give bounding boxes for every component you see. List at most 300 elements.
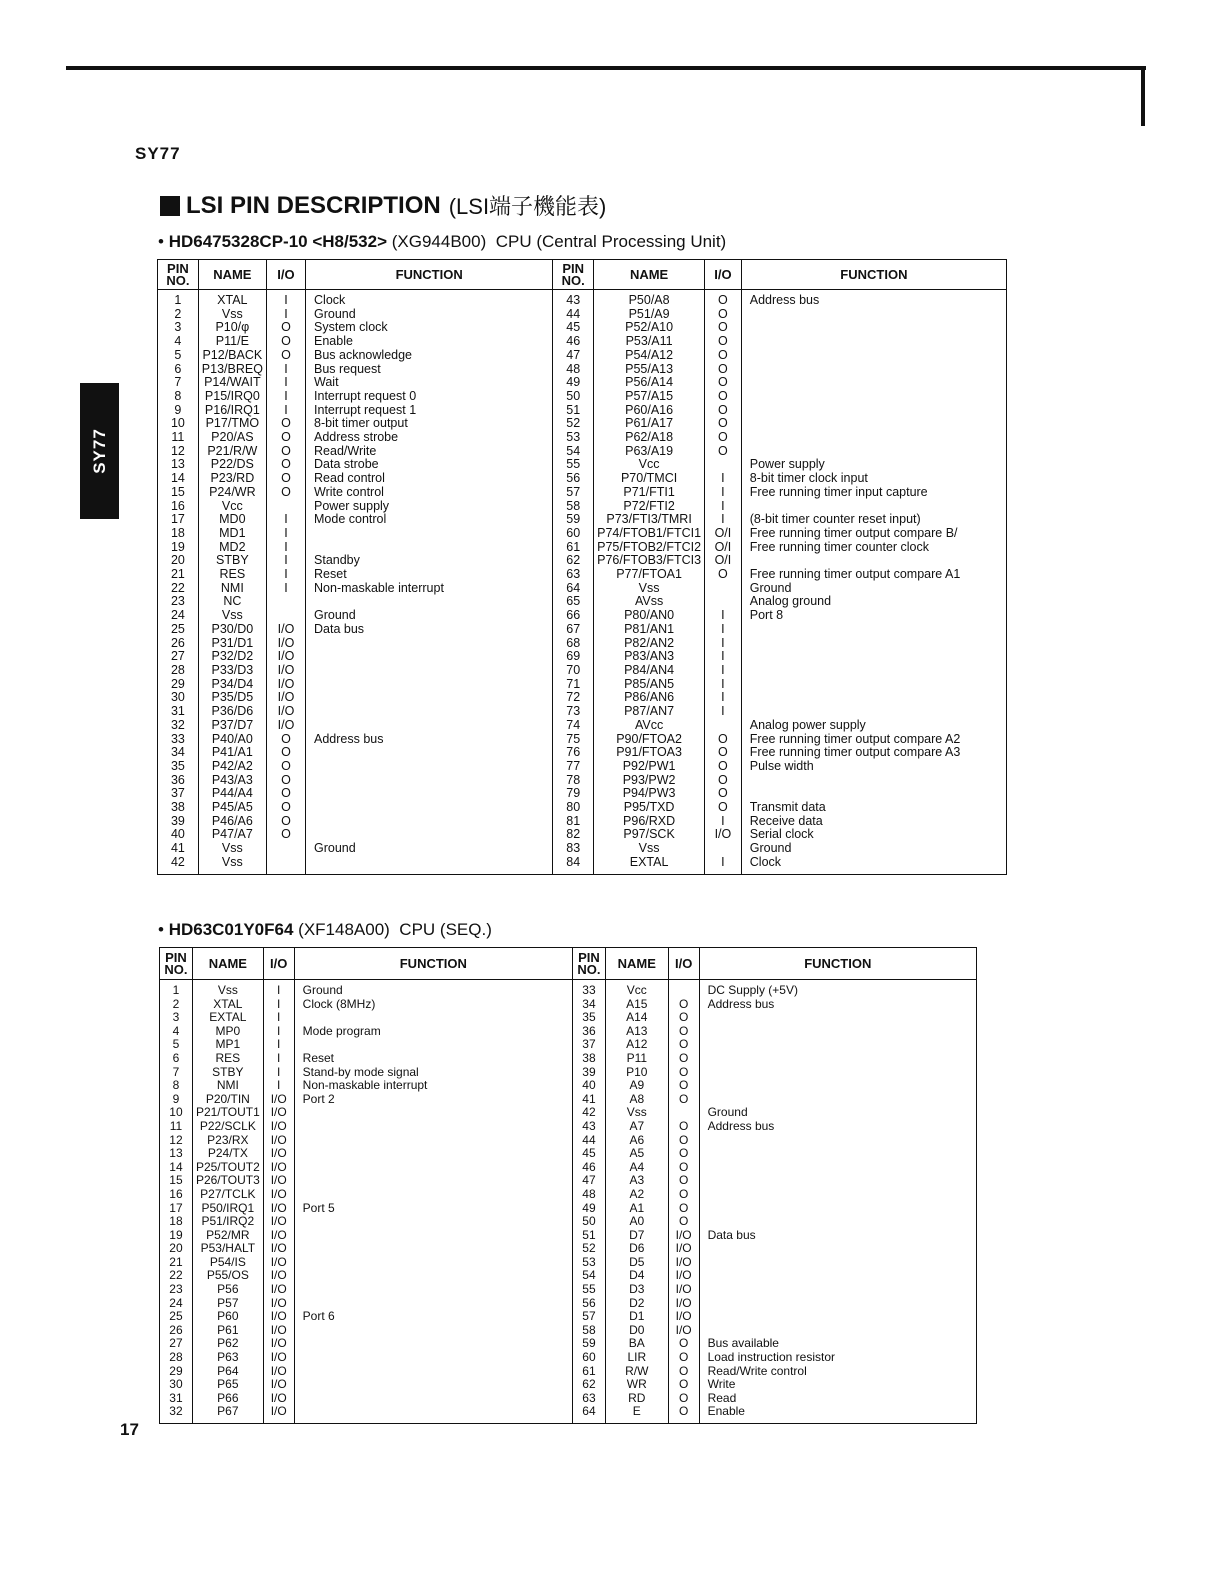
pin-io: O [668, 1120, 699, 1134]
pin-io: I/O [266, 719, 305, 733]
pin-no: 15 [158, 486, 199, 500]
pin-name: D5 [605, 1256, 668, 1270]
col-pin-no: PIN NO. [158, 260, 199, 290]
pin-no: 64 [553, 582, 594, 596]
pin-no: 37 [158, 787, 199, 801]
pin-no: 69 [553, 650, 594, 664]
pin-function [699, 1242, 976, 1256]
pin-no: 30 [158, 691, 199, 705]
table-row [158, 705, 1007, 719]
pin-io: O [705, 349, 742, 363]
table-row [158, 527, 1007, 541]
pin-name: P16/IRQ1 [198, 404, 266, 418]
pin-no: 72 [553, 691, 594, 705]
table-row [158, 842, 1007, 856]
pin-function: Non-maskable interrupt [294, 1079, 572, 1093]
pin-name: A6 [605, 1134, 668, 1148]
pin-no: 10 [158, 417, 199, 431]
pin-no: 31 [158, 705, 199, 719]
pin-no: 4 [160, 1025, 193, 1039]
pin-name: P11/E [198, 335, 266, 349]
pin-no: 35 [158, 760, 199, 774]
pin-name: P53/HALT [192, 1242, 263, 1256]
col-pin-no: PIN NO. [572, 948, 605, 980]
pin-io: O [705, 376, 742, 390]
pin-no: 43 [572, 1120, 605, 1134]
pin-no: 2 [158, 308, 199, 322]
pin-function [741, 417, 1006, 431]
pin-function: Free running timer input capture [741, 486, 1006, 500]
pin-function [306, 760, 553, 774]
pin-function: (8-bit timer counter reset input) [741, 513, 1006, 527]
pin-function: Reset [294, 1052, 572, 1066]
pin-io: I [705, 609, 742, 623]
pin-no: 7 [158, 376, 199, 390]
pin-name: D7 [605, 1229, 668, 1243]
pin-no: 14 [158, 472, 199, 486]
pin-no: 41 [572, 1093, 605, 1107]
pin-name: P52/A10 [594, 321, 705, 335]
pin-no: 19 [158, 541, 199, 555]
pin-no: 33 [158, 733, 199, 747]
pin-io: O [705, 733, 742, 747]
pin-io [266, 595, 305, 609]
table-row [158, 390, 1007, 404]
pin-function [294, 1392, 572, 1406]
pin-name: P21/TOUT1 [192, 1106, 263, 1120]
pin-function [741, 363, 1006, 377]
pin-io: I/O [263, 1202, 294, 1216]
pin-function [294, 1242, 572, 1256]
pin-no: 22 [160, 1269, 193, 1283]
pin-name: P90/FTOA2 [594, 733, 705, 747]
pin-name: P43/A3 [198, 774, 266, 788]
pin-name: P85/AN5 [594, 678, 705, 692]
pin-no: 16 [160, 1188, 193, 1202]
pin-function [699, 1324, 976, 1338]
pin-function [294, 1297, 572, 1311]
pin-function: Data bus [306, 623, 553, 637]
pin-name: P75/FTOB2/FTCI2 [594, 541, 705, 555]
pin-name: P22/SCLK [192, 1120, 263, 1134]
pin-no: 40 [158, 828, 199, 842]
pin-no: 67 [553, 623, 594, 637]
col-io: I/O [266, 260, 305, 290]
pin-no: 39 [158, 815, 199, 829]
table-row [158, 828, 1007, 842]
pin-name: P82/AN2 [594, 637, 705, 651]
pin-io: O [668, 998, 699, 1012]
pin-name: P11 [605, 1052, 668, 1066]
pin-name: XTAL [198, 290, 266, 308]
pin-function: Free running timer output compare A1 [741, 568, 1006, 582]
pin-no: 24 [160, 1297, 193, 1311]
pin-io: O [705, 404, 742, 418]
pin-io: O [705, 431, 742, 445]
pin-function [741, 637, 1006, 651]
pin-io [266, 500, 305, 514]
pin-io: I [705, 705, 742, 719]
pin-name: Vss [198, 842, 266, 856]
pin-no: 24 [158, 609, 199, 623]
pin-io: O [266, 774, 305, 788]
pin-no: 34 [158, 746, 199, 760]
pin-function [306, 815, 553, 829]
pin-io: I/O [668, 1229, 699, 1243]
table-row [158, 733, 1007, 747]
pin-name: P87/AN7 [594, 705, 705, 719]
pin-function: Analog power supply [741, 719, 1006, 733]
pin-io: I/O [263, 1120, 294, 1134]
pin-name: P95/TXD [594, 801, 705, 815]
pin-io: I/O [266, 664, 305, 678]
pin-no: 54 [553, 445, 594, 459]
pin-name: P42/A2 [198, 760, 266, 774]
pin-io: I/O [668, 1283, 699, 1297]
pin-io: O [266, 472, 305, 486]
pin-io: I [266, 404, 305, 418]
pin-name: A0 [605, 1215, 668, 1229]
table1-caption: • HD6475328CP-10 <H8/532> (XG944B00) CPU (Central Processing Unit) [158, 232, 727, 251]
pin-io: O [705, 308, 742, 322]
table-row [158, 486, 1007, 500]
pin-io: I [263, 1066, 294, 1080]
pin-no: 32 [160, 1405, 193, 1423]
pin-name: P10/φ [198, 321, 266, 335]
pin-function: Ground [741, 582, 1006, 596]
pin-no: 23 [160, 1283, 193, 1297]
pin-io: I/O [263, 1405, 294, 1423]
pin-function [741, 650, 1006, 664]
pin-io: O [668, 1079, 699, 1093]
pin-name: P93/PW2 [594, 774, 705, 788]
table2-desc: CPU (SEQ.) [399, 920, 492, 939]
table-row [158, 774, 1007, 788]
pin-io: O [266, 445, 305, 459]
pin-name: STBY [192, 1066, 263, 1080]
pin-io: I/O [263, 1093, 294, 1107]
pin-no: 21 [158, 568, 199, 582]
table-row [160, 1161, 977, 1175]
pin-io: I [705, 691, 742, 705]
pin-io: O [266, 321, 305, 335]
pin-function [741, 787, 1006, 801]
table-row [160, 1242, 977, 1256]
col-name: NAME [192, 948, 263, 980]
model-label: SY77 [135, 144, 181, 163]
col-function: FUNCTION [294, 948, 572, 980]
pin-name: P51/IRQ2 [192, 1215, 263, 1229]
pin-io: I/O [668, 1256, 699, 1270]
pin-function [699, 1297, 976, 1311]
pin-no: 60 [572, 1351, 605, 1365]
pin-function [741, 664, 1006, 678]
pin-name: EXTAL [192, 1011, 263, 1025]
pin-name: MP0 [192, 1025, 263, 1039]
pin-io: O [668, 1147, 699, 1161]
pin-name: P92/PW1 [594, 760, 705, 774]
pin-no: 12 [160, 1134, 193, 1148]
pin-io: I [266, 290, 305, 308]
pin-function [741, 445, 1006, 459]
section-title-main: LSI PIN DESCRIPTION [186, 191, 441, 219]
pin-no: 18 [160, 1215, 193, 1229]
pin-no: 34 [572, 998, 605, 1012]
table-row [158, 719, 1007, 733]
pin-io: I [266, 554, 305, 568]
pin-function: Port 5 [294, 1202, 572, 1216]
pin-name: D2 [605, 1297, 668, 1311]
pin-io: I/O [263, 1215, 294, 1229]
pin-function [294, 1283, 572, 1297]
pin-io: O [266, 486, 305, 500]
pin-name: P24/WR [198, 486, 266, 500]
pin-function: Address bus [699, 1120, 976, 1134]
pin-function: Free running timer counter clock [741, 541, 1006, 555]
pin-no: 2 [160, 998, 193, 1012]
pin-no: 9 [160, 1093, 193, 1107]
pin-function [294, 1229, 572, 1243]
pin-io: I/O [266, 623, 305, 637]
pin-function [699, 1093, 976, 1107]
table2-caption: • HD63C01Y0F64 (XF148A00) CPU (SEQ.) [158, 920, 492, 939]
pin-name: P32/D2 [198, 650, 266, 664]
pin-function: DC Supply (+5V) [699, 980, 976, 998]
pin-io: O [266, 733, 305, 747]
pin-no: 37 [572, 1038, 605, 1052]
pin-io: I [705, 623, 742, 637]
pin-io: O [705, 417, 742, 431]
col-function: FUNCTION [699, 948, 976, 980]
pin-no: 58 [553, 500, 594, 514]
pin-name: Vss [198, 856, 266, 874]
pin-no: 47 [553, 349, 594, 363]
pin-name: P21/R/W [198, 445, 266, 459]
pin-io: I/O [263, 1392, 294, 1406]
pin-io: O [668, 1351, 699, 1365]
pin-function: Enable [699, 1405, 976, 1423]
pin-name: P50/A8 [594, 290, 705, 308]
pin-io [266, 842, 305, 856]
pin-no: 61 [553, 541, 594, 555]
pin-function [699, 1174, 976, 1188]
pin-name: D4 [605, 1269, 668, 1283]
table-row [160, 1052, 977, 1066]
pin-no: 50 [553, 390, 594, 404]
pin-no: 50 [572, 1215, 605, 1229]
pin-io: O [668, 1134, 699, 1148]
pin-name: A4 [605, 1161, 668, 1175]
pin-name: P55/OS [192, 1269, 263, 1283]
col-function: FUNCTION [306, 260, 553, 290]
pin-no: 28 [158, 664, 199, 678]
table-row [158, 609, 1007, 623]
section-title-jp: (LSI端子機能表) [448, 194, 607, 219]
pin-io: I [266, 541, 305, 555]
pin-no: 20 [158, 554, 199, 568]
pin-name: RD [605, 1392, 668, 1406]
pin-name: A9 [605, 1079, 668, 1093]
table-row [158, 363, 1007, 377]
pin-no: 51 [572, 1229, 605, 1243]
col-function: FUNCTION [741, 260, 1006, 290]
pin-no: 6 [158, 363, 199, 377]
pin-io [668, 1106, 699, 1120]
pin-io: I [266, 390, 305, 404]
pin-function [741, 691, 1006, 705]
pin-name: P81/AN1 [594, 623, 705, 637]
table-row [158, 349, 1007, 363]
pin-function [294, 1337, 572, 1351]
pin-function [294, 1174, 572, 1188]
pin-name: P57/A15 [594, 390, 705, 404]
pin-function: Bus available [699, 1337, 976, 1351]
pin-function: Transmit data [741, 801, 1006, 815]
pin-name: EXTAL [594, 856, 705, 874]
pin-no: 23 [158, 595, 199, 609]
pin-no: 44 [553, 308, 594, 322]
pin-no: 46 [553, 335, 594, 349]
pin-no: 13 [158, 458, 199, 472]
pin-name: Vss [198, 308, 266, 322]
pin-no: 42 [158, 856, 199, 874]
pin-no: 40 [572, 1079, 605, 1093]
pin-name: P41/A1 [198, 746, 266, 760]
pin-no: 17 [160, 1202, 193, 1216]
pin-io: O [266, 349, 305, 363]
pin-no: 77 [553, 760, 594, 774]
pin-function [741, 678, 1006, 692]
pin-name: P23/RD [198, 472, 266, 486]
pin-no: 56 [572, 1297, 605, 1311]
pin-name: A14 [605, 1011, 668, 1025]
pin-function [741, 308, 1006, 322]
pin-function: Address bus [741, 290, 1006, 308]
table2-code: (XF148A00) [298, 920, 390, 939]
table-row [158, 650, 1007, 664]
square-bullet-icon [160, 196, 180, 216]
pin-io: O [266, 431, 305, 445]
pin-no: 78 [553, 774, 594, 788]
pin-no: 43 [553, 290, 594, 308]
pin-function: Load instruction resistor [699, 1351, 976, 1365]
table-row [158, 376, 1007, 390]
pin-name: P56/A14 [594, 376, 705, 390]
pin-no: 11 [158, 431, 199, 445]
table-row [160, 1283, 977, 1297]
pin-no: 15 [160, 1174, 193, 1188]
pin-function [306, 774, 553, 788]
table-row [160, 1038, 977, 1052]
pin-io: O [705, 801, 742, 815]
pin-io: I/O [668, 1310, 699, 1324]
table-row [158, 554, 1007, 568]
pin-io: O [668, 1188, 699, 1202]
pin-no: 71 [553, 678, 594, 692]
pin-function [699, 1079, 976, 1093]
pin-function: Address strobe [306, 431, 553, 445]
table2-part: HD63C01Y0F64 [168, 920, 294, 939]
table-row [160, 1269, 977, 1283]
pin-name: P45/A5 [198, 801, 266, 815]
pin-name: LIR [605, 1351, 668, 1365]
pin-no: 30 [160, 1378, 193, 1392]
table-row [160, 1365, 977, 1379]
pin-function: Read control [306, 472, 553, 486]
table-row [158, 691, 1007, 705]
pin-name: E [605, 1405, 668, 1423]
pin-name: P65 [192, 1378, 263, 1392]
pin-no: 53 [572, 1256, 605, 1270]
table-row [160, 1011, 977, 1025]
pin-io: O [705, 445, 742, 459]
col-name: NAME [198, 260, 266, 290]
pin-io: I/O [263, 1147, 294, 1161]
pin-function: Read/Write control [699, 1365, 976, 1379]
pin-name: P52/MR [192, 1229, 263, 1243]
pin-function [306, 746, 553, 760]
pin-name: P46/A6 [198, 815, 266, 829]
pin-no: 25 [160, 1310, 193, 1324]
pin-io: I/O [266, 678, 305, 692]
pin-function [741, 554, 1006, 568]
pin-function [294, 1378, 572, 1392]
pin-io: I [263, 1025, 294, 1039]
table-row [158, 335, 1007, 349]
pin-io: O [668, 1392, 699, 1406]
pin-io: I [705, 500, 742, 514]
pin-name: P51/A9 [594, 308, 705, 322]
table-row [158, 815, 1007, 829]
pin-no: 63 [572, 1392, 605, 1406]
pin-io: I [705, 650, 742, 664]
pin-name: D1 [605, 1310, 668, 1324]
pin-name: XTAL [192, 998, 263, 1012]
pin-name: P20/TIN [192, 1093, 263, 1107]
pin-io [266, 609, 305, 623]
pin-name: P15/IRQ0 [198, 390, 266, 404]
pin-function [306, 637, 553, 651]
table-row [158, 856, 1007, 874]
pin-io: I/O [263, 1269, 294, 1283]
pin-function [294, 1256, 572, 1270]
pin-function [294, 1351, 572, 1365]
pin-no: 36 [158, 774, 199, 788]
pin-function [306, 705, 553, 719]
pin-name: P13/BREQ [198, 363, 266, 377]
pin-io: O [705, 568, 742, 582]
pin-io: O [668, 1337, 699, 1351]
pin-no: 52 [572, 1242, 605, 1256]
pin-no: 53 [553, 431, 594, 445]
col-io: I/O [263, 948, 294, 980]
table-row [160, 1147, 977, 1161]
pin-function [699, 1310, 976, 1324]
pin-name: P24/TX [192, 1147, 263, 1161]
pin-function: Clock (8MHz) [294, 998, 572, 1012]
table-row [160, 1392, 977, 1406]
pin-io: I [266, 568, 305, 582]
pin-no: 79 [553, 787, 594, 801]
pin-function: Free running timer output compare B/ [741, 527, 1006, 541]
pin-name: P31/D1 [198, 637, 266, 651]
table-row [158, 308, 1007, 322]
pin-io: O [668, 1025, 699, 1039]
pin-io: I/O [266, 705, 305, 719]
pin-function [741, 390, 1006, 404]
table1-code: (XG944B00) [391, 232, 487, 251]
pin-io: O [705, 363, 742, 377]
